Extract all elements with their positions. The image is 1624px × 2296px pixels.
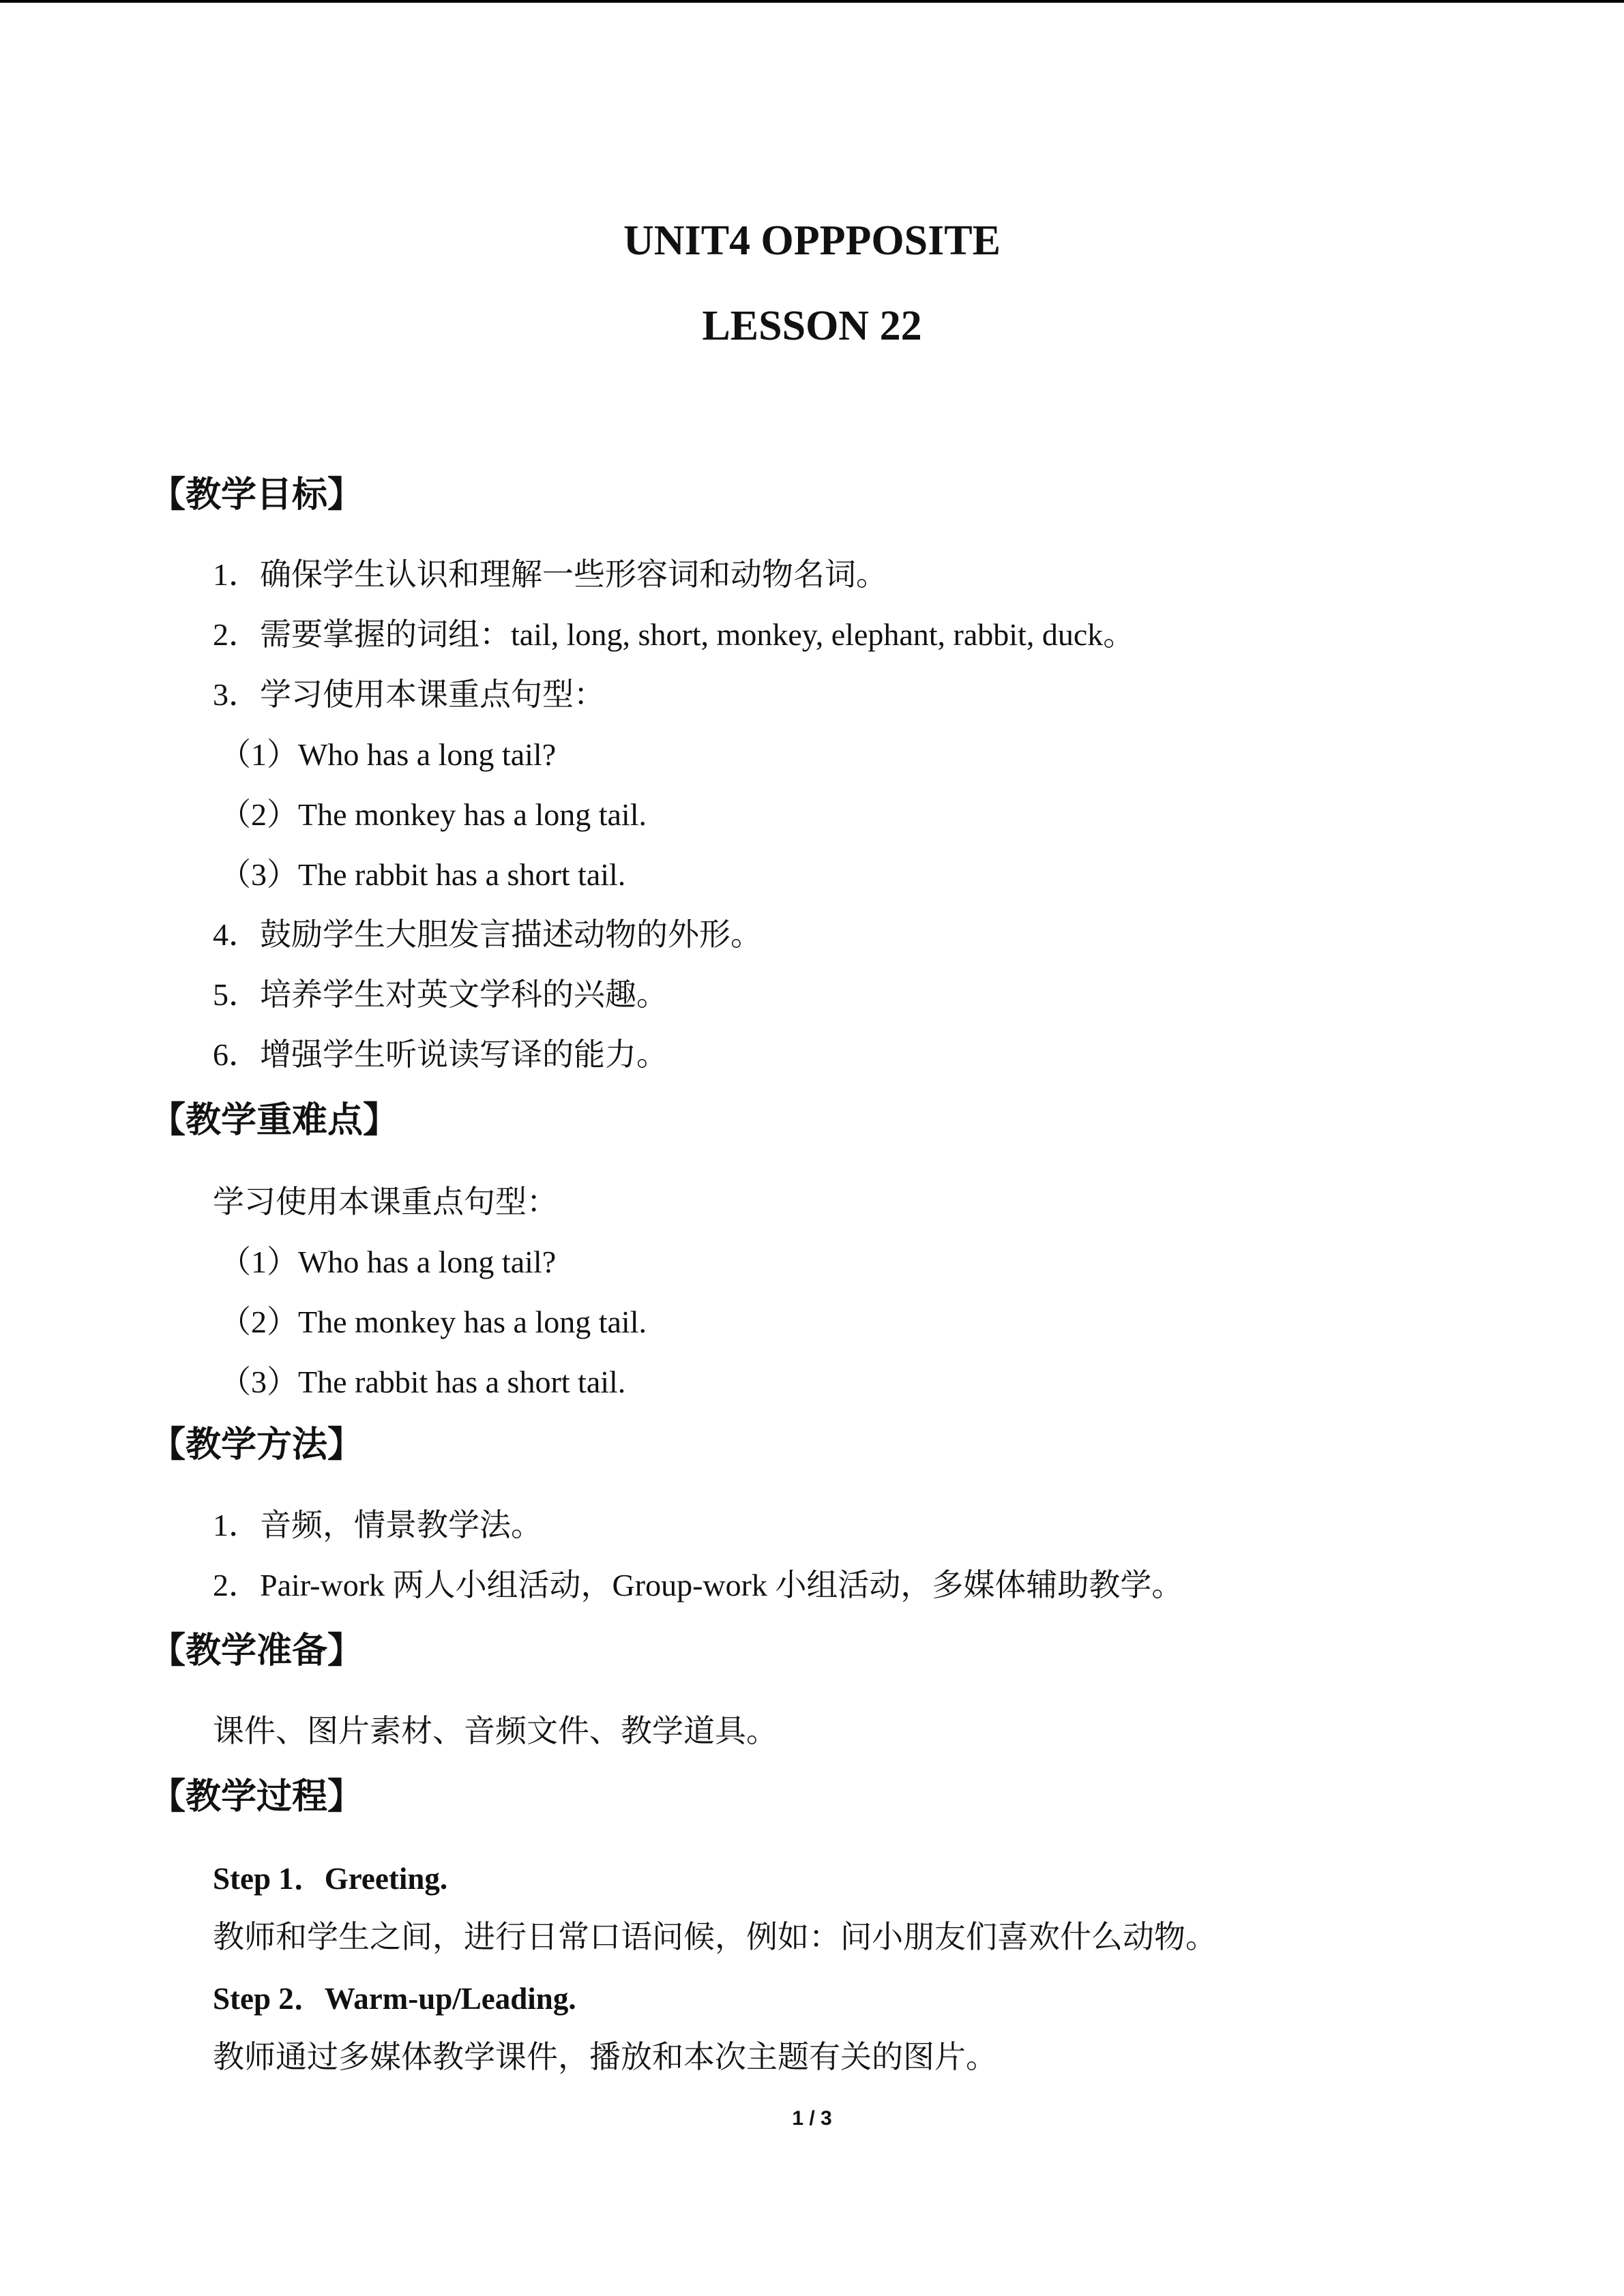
preparation-item: 课件、图片素材、音频文件、教学道具。: [213, 1714, 778, 1748]
process-item: 教师通过多媒体教学课件，播放和本次主题有关的图片。: [213, 2040, 997, 2074]
objective-item: 5．培养学生对英文学科的兴趣。: [213, 977, 668, 1012]
objective-item: 2．需要掌握的词组：tail, long, short, monkey, elephant, rabbit, duck。: [213, 617, 1135, 652]
section-heading-process: 【教学过程】: [150, 1776, 364, 1817]
step-heading: Step 2．Warm-up/Leading.: [213, 1982, 576, 2016]
objective-item: 3．学习使用本课重点句型：: [213, 677, 605, 712]
objective-subitem: （3）The rabbit has a short tail.: [220, 857, 626, 892]
objective-subitem: （1）Who has a long tail?: [220, 737, 557, 772]
section-heading-methods: 【教学方法】: [150, 1425, 364, 1465]
objective-item: 6．增强学生听说读写译的能力。: [213, 1037, 668, 1072]
objective-item: 1．确保学生认识和理解一些形容词和动物名词。: [213, 557, 887, 592]
section-heading-key-points: 【教学重难点】: [150, 1100, 399, 1141]
key-point-subitem: （1）Who has a long tail?: [220, 1244, 557, 1279]
lesson-subtitle: LESSON 22: [702, 303, 922, 349]
method-item: 1．音频，情景教学法。: [213, 1508, 542, 1542]
section-heading-preparation: 【教学准备】: [150, 1630, 364, 1671]
document-title: UNIT4 OPPPOSITE: [623, 218, 1001, 264]
objective-item: 4．鼓励学生大胆发言描述动物的外形。: [213, 917, 762, 952]
method-item: 2．Pair-work 两人小组活动，Group-work 小组活动，多媒体辅助教学。: [213, 1568, 1183, 1602]
page-number: 1 / 3: [792, 2107, 832, 2130]
key-point-subitem: （2）The monkey has a long tail.: [220, 1304, 647, 1339]
process-item: 教师和学生之间，进行日常口语问候，例如：问小朋友们喜欢什么动物。: [213, 1920, 1217, 1954]
objective-subitem: （2）The monkey has a long tail.: [220, 797, 647, 832]
top-border-line: [0, 0, 1624, 3]
key-point-subitem: （3）The rabbit has a short tail.: [220, 1365, 626, 1399]
step-heading: Step 1．Greeting.: [213, 1862, 448, 1896]
section-heading-objectives: 【教学目标】: [150, 475, 364, 516]
key-point-item: 学习使用本课重点句型：: [213, 1184, 558, 1219]
